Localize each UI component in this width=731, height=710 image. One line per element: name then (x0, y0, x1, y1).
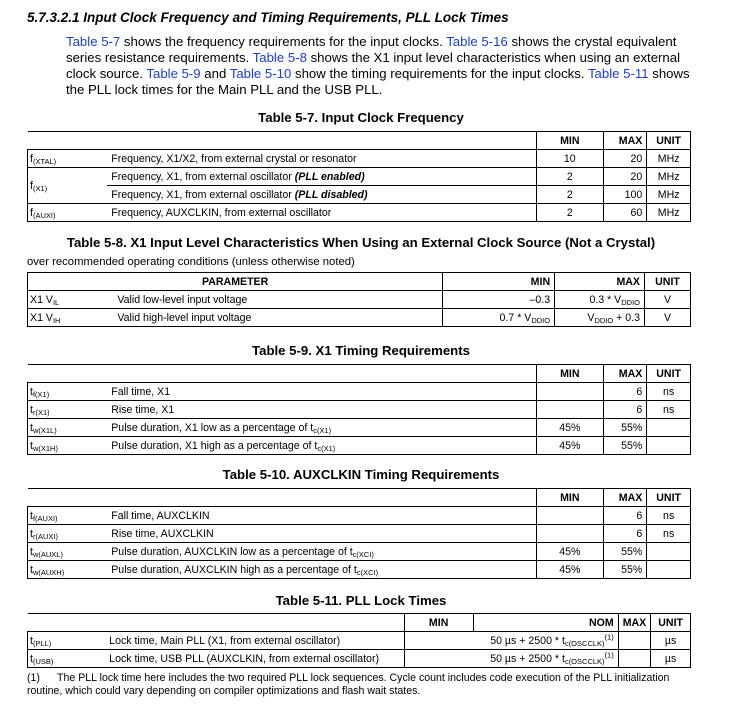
table-5-8 (27, 272, 691, 327)
col-header-unit: UNIT (645, 273, 691, 291)
table-row: Frequency, X1, from external oscillator (PLL disabled) 2 100 MHz (28, 186, 691, 204)
intro-text: shows the crystal equivalent series resistance requirements. (66, 34, 677, 65)
col-header-nom: NOM (473, 614, 618, 632)
col-header-unit: UNIT (647, 132, 691, 150)
col-header-min: MIN (536, 132, 603, 150)
table-5-7-title: Table 5-7. Input Clock Frequency (258, 110, 464, 125)
intro-text: show the timing requirements for the input clocks. (291, 66, 588, 81)
intro-text: shows the X1 input level characteristics when using an external clock source. (66, 50, 681, 81)
table-link[interactable]: Table 5-8 (252, 50, 307, 65)
col-header-unit: UNIT (651, 614, 691, 632)
table-link[interactable]: Table 5-16 (446, 34, 508, 49)
intro-paragraph (66, 34, 706, 98)
col-header-max: MAX (603, 132, 647, 150)
col-header-max: MAX (618, 614, 651, 632)
table-5-11-title: Table 5-11. PLL Lock Times (275, 593, 447, 608)
table-row: $t_{w(X1L)}$ Pulse duration, X1 low as a percentage of $t_{c(X1)}$ 45% 55% (28, 419, 691, 437)
col-header-max: MAX (603, 489, 647, 507)
table-5-10 (27, 488, 691, 579)
col-header-max: MAX (603, 365, 647, 383)
intro-text: shows the frequency requirements for the input clocks. (120, 34, 447, 49)
table-row: $f_{(AUXI)}$ Frequency, AUXCLKIN, from external oscillator 2 60 MHz (28, 204, 691, 222)
col-header-min: MIN (404, 614, 473, 632)
footnote-text: The PLL lock time here includes the two required PLL lock sequences. Cycle count includes code execution of the PLL initialization routine, which could vary depending on compiler optimizations and flash wait states. (27, 672, 670, 697)
table-row: X1 $V_{IH}$ Valid high-level input voltage $0.7 * V_{DDIO}$ $V_{DDIO} + 0.3$ V (28, 309, 691, 327)
table-5-9-title: Table 5-9. X1 Timing Requirements (252, 343, 470, 358)
col-header-unit: UNIT (647, 365, 691, 383)
table-row: $t_{w(X1H)}$ Pulse duration, X1 high as a percentage of $t_{c(X1)}$ 45% 55% (28, 437, 691, 455)
table-row: $t_{w(AUXH)}$ Pulse duration, AUXCLKIN high as a percentage of $t_{c(XCI)}$ 45% 55% (28, 561, 691, 579)
intro-text: and (200, 66, 230, 81)
table-row: $t_{r(AUXI)}$ Rise time, AUXCLKIN 6 ns (28, 525, 691, 543)
table-row: $t_{(PLL)}$ Lock time, Main PLL (X1, from external oscillator) 50 $\mu s + 2500 * t_{c(OSCCLK)}^{(1)}$ µs (28, 632, 691, 650)
table-5-8-title: Table 5-8. X1 Input Level Characteristics When Using an External Clock Source (Not a Crystal) (66, 235, 656, 250)
table-row: $f_{(X1)}$ Frequency, X1, from external oscillator (PLL enabled) 2 20 MHz (28, 168, 691, 186)
col-header-parameter: PARAMETER (28, 273, 443, 291)
table-row: $f_{(XTAL)}$ Frequency, X1/X2, from external crystal or resonator 10 20 MHz (28, 150, 691, 168)
table-row: $t_{(USB)}$ Lock time, USB PLL (AUXCLKIN, from external oscillator) 50 $\mu s + 2500 * t_{c(OSCCLK)}^{(1)}$ µs (28, 650, 691, 668)
table-row: X1 $V_{IL}$ Valid low-level input voltage –0.3 $0.3 * V_{DDIO}$ V (28, 291, 691, 309)
col-header-unit: UNIT (647, 489, 691, 507)
table-5-10-title: Table 5-10. AUXCLKIN Timing Requirements (222, 467, 500, 482)
table-5-7 (27, 131, 691, 222)
section-heading: 5.7.3.2.1 Input Clock Frequency and Timing Requirements, PLL Lock Times (27, 10, 509, 25)
col-header-min: MIN (536, 489, 603, 507)
footnote (27, 672, 707, 698)
intro-text: shows the PLL lock times for the Main PLL and the USB PLL. (66, 66, 690, 97)
table-row: $t_{f(X1)}$ Fall time, X1 6 ns (28, 383, 691, 401)
table-5-8-subtitle: over recommended operating conditions (unless otherwise noted) (27, 256, 355, 268)
table-5-9 (27, 364, 691, 455)
table-5-11 (27, 613, 691, 668)
table-row: $t_{w(AUXL)}$ Pulse duration, AUXCLKIN low as a percentage of $t_{c(XCI)}$ 45% 55% (28, 543, 691, 561)
footnote-mark: (1) (27, 672, 40, 684)
table-link[interactable]: Table 5-11 (587, 66, 649, 81)
table-row: $t_{f(AUXI)}$ Fall time, AUXCLKIN 6 ns (28, 507, 691, 525)
col-header-min: MIN (536, 365, 603, 383)
table-link[interactable]: Table 5-10 (229, 66, 292, 81)
table-link[interactable]: Table 5-7 (66, 34, 121, 49)
col-header-max: MAX (555, 273, 645, 291)
table-row: $t_{r(X1)}$ Rise time, X1 6 ns (28, 401, 691, 419)
col-header-min: MIN (443, 273, 555, 291)
table-link[interactable]: Table 5-9 (146, 66, 201, 81)
